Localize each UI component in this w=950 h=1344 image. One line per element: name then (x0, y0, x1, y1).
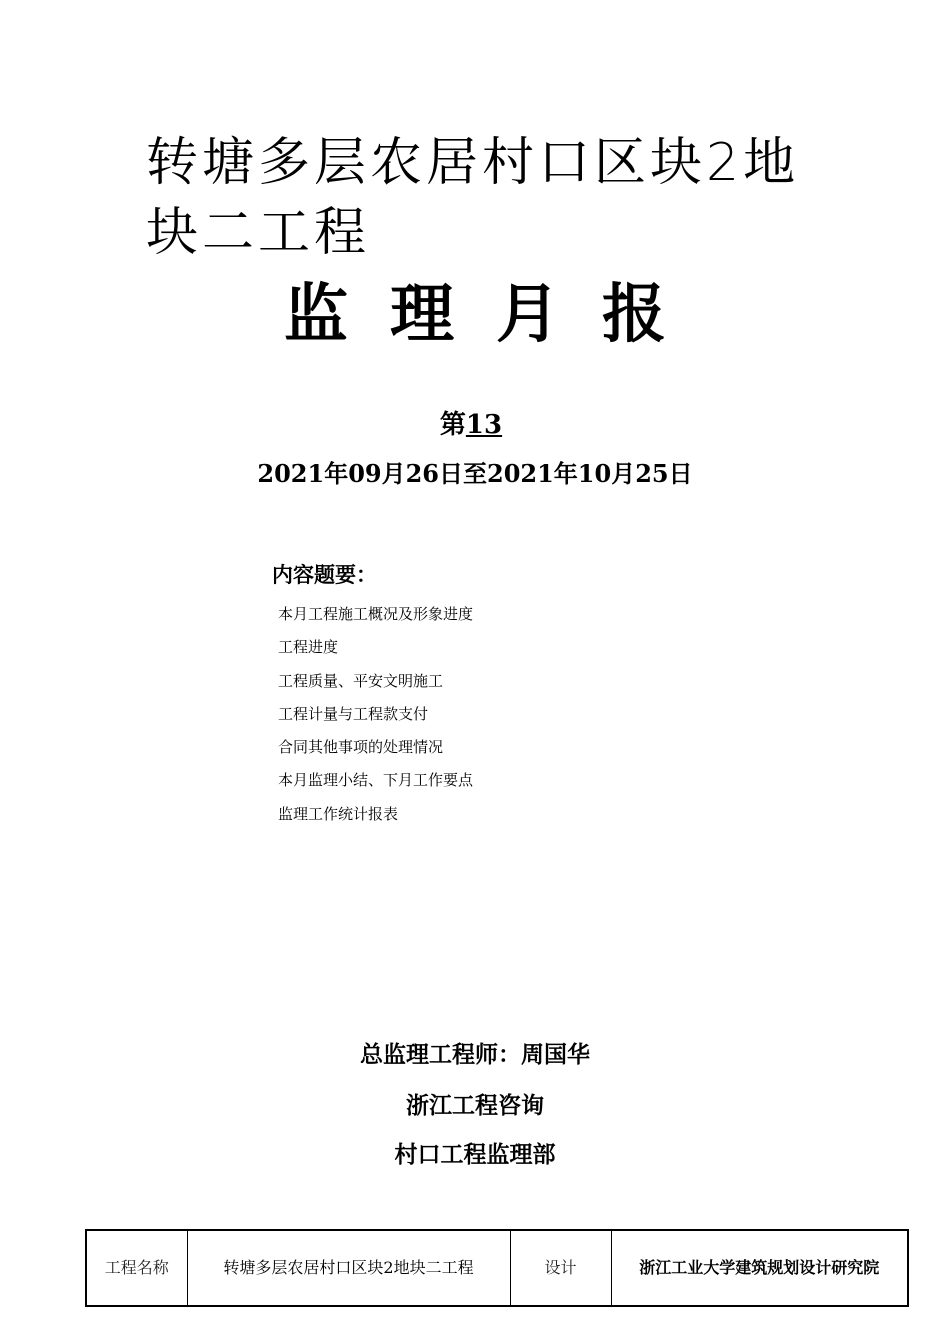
contents-item: 本月工程施工概况及形象进度 (278, 605, 474, 623)
table-row (86, 1230, 908, 1306)
contents-item: 工程进度 (278, 638, 339, 657)
design-value: 浙江工业大学建筑规划设计研究院 (611, 1230, 908, 1306)
report-title: 监理月报 (284, 278, 708, 352)
project-info-table (85, 1229, 909, 1307)
contents-item: 合同其他事项的处理情况 (278, 738, 444, 757)
project-name-label: 工程名称 (86, 1230, 187, 1306)
contents-heading: 内容题要： (272, 562, 377, 587)
design-label: 设计 (510, 1230, 611, 1306)
chief-engineer: 总监理工程师：周国华 (360, 1041, 590, 1068)
contents-item: 监理工作统计报表 (278, 804, 399, 823)
contents-item: 本月监理小结、下月工作要点 (278, 771, 474, 790)
department-name: 村口工程监理部 (394, 1141, 556, 1168)
issue-number-line (0, 408, 950, 442)
contents-item: 工程计量与工程款支付 (278, 704, 429, 723)
project-name-value: 转塘多层农居村口区块2地块二工程 (187, 1230, 510, 1306)
issue-number: 13 (465, 410, 503, 440)
project-title: 转塘多层农居村口区块2地块二工程 (146, 133, 800, 263)
contents-item: 工程质量、平安文明施工 (278, 671, 444, 690)
issue-prefix: 第 (439, 410, 466, 440)
report-period: 2021年09月26日至2021年10月25日 (257, 459, 693, 488)
contents-list (278, 598, 473, 831)
company-name: 浙江工程咨询 (406, 1092, 544, 1119)
